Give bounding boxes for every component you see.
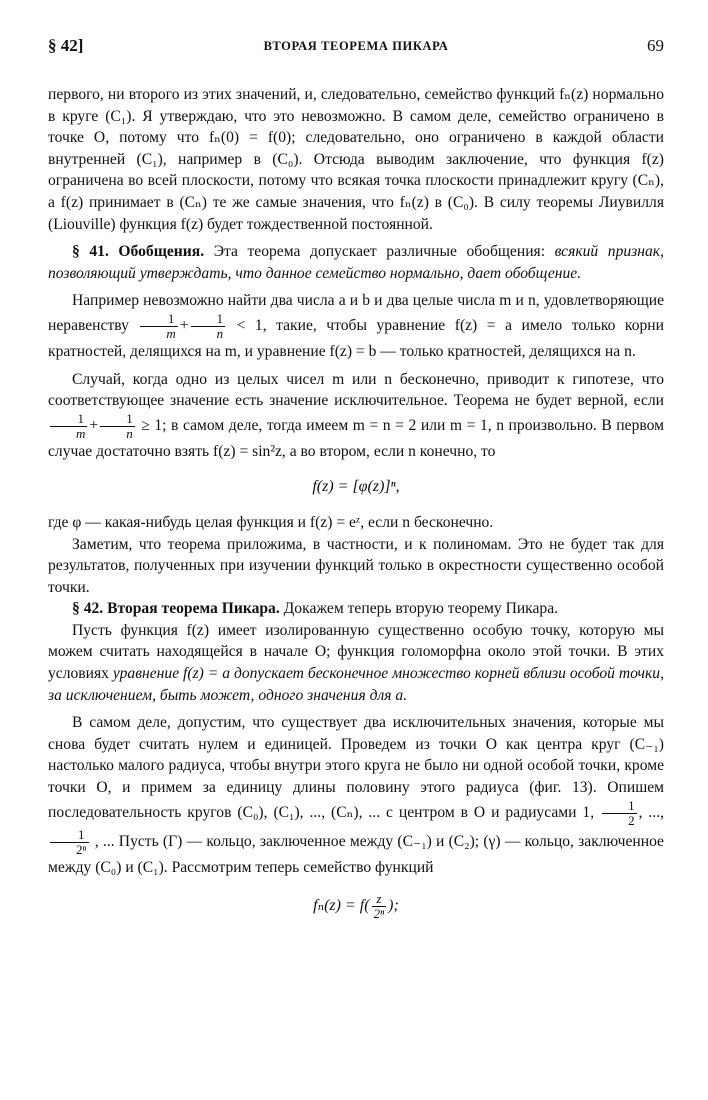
fraction-1-over-m: $\frac{1}{m}$: [140, 312, 177, 341]
paragraph-2b: < 1, такие, чтобы уравнение f(z) = a имело только корни кратностей, делящихся на m, и уравнение f(z) = b — только кратностей, делящихся на n.: [48, 317, 664, 360]
formula-family: [48, 892, 664, 921]
paragraph-7d: , ... Пусть (Γ) — кольцо, заключенное между (C₋₁) и (C₂); (γ) — кольцо, заключенное между (C₀) и (C₁). Рассмотрим теперь семейство функций: [48, 832, 664, 876]
section-41-title: § 41. Обобщения.: [72, 243, 205, 261]
paragraph-1: первого, ни второго из этих значений, и, следовательно, семейство функций fₙ(z) нормально в круге (C₁). Я утверждаю, что это невозможно. В самом деле, семейство ограничено в точке O, потому что fₙ(0) = f(0); следовательно, оно ограничено в каждой области внутренней (C₁), например в (C₀). Отсюда выводим заключение, что функция f(z) ограничена во всей плоскости, потому что всякая точка плоскости принадлежит кругу (Cₙ), а f(z) принимает в (Cₙ) те же самые значения, что fₙ(z) в (C₀). В силу теоремы Лиувилля (Liouville) функция f(z) будет тождественной постоянной.: [48, 86, 664, 233]
page-body: [48, 84, 664, 921]
section-42-text: Докажем теперь вторую теорему Пикара.: [283, 600, 559, 618]
paragraph-2: [48, 290, 664, 362]
paragraph-3: [48, 369, 664, 463]
section-41-text: Эта теорема допускает различные обобщения:: [213, 243, 546, 261]
paragraph-2a: Например невозможно найти два числа a и b и два целые числа m и n, удовлетворяющие неравенству: [48, 292, 664, 335]
formula-power: f(z) = [φ(z)]ⁿ,: [312, 478, 400, 496]
paragraph-6a: Пусть функция f(z) имеет изолированную существенно особую точку, которую мы можем считать находящейся в начале O; функция голоморфна около этой точки. В этих условиях: [48, 621, 664, 683]
page-number: 69: [647, 36, 664, 55]
plus-sign-2: +: [89, 416, 99, 434]
paragraph-7: [48, 712, 664, 878]
fraction-1-over-n-2: $\frac{1}{n}$: [100, 412, 135, 441]
fraction-1-over-n: $\frac{1}{n}$: [191, 312, 226, 341]
fraction-z-over-2n: $\frac{z}{\text{2ⁿ}}$: [373, 891, 385, 922]
section-41: [48, 241, 664, 284]
running-title: ВТОРАЯ ТЕОРЕМА ПИКАРА: [263, 39, 449, 53]
section-41-italic: всякий признак, позволяющий утверждать, что данное семейство нормально, дает обобщение.: [48, 243, 664, 282]
formula-family-right: );: [388, 897, 399, 915]
fraction-1-over-2: $\frac{1}{2}$: [602, 799, 637, 828]
fraction-1-over-2n: $\frac{1}{\text{2ⁿ}}$: [50, 828, 89, 857]
paragraph-4: где φ — какая-нибудь целая функция и f(z) = eᶻ, если n бесконечно.: [48, 513, 494, 531]
paragraph-3b: ≥ 1; в самом деле, тогда имеем m = n = 2 или m = 1, n произвольно. В первом случае достаточно взять f(z) = sin²z, а во втором, если n конечно, то: [48, 416, 664, 460]
section-marker: § 42]: [48, 36, 84, 55]
section-42-title: § 42. Вторая теорема Пикара.: [72, 600, 280, 618]
formula-family-left: fₙ(z) = f(: [313, 897, 370, 915]
fraction-1-over-m-2: $\frac{1}{m}$: [50, 412, 87, 441]
plus-sign: +: [179, 317, 189, 335]
paragraph-7c: , ...,: [638, 803, 665, 821]
paragraph-3a: Случай, когда одно из целых чисел m или n бесконечно, приводит к гипотезе, что соответствующее значение есть значение исключительное. Теорема не будет верной, если: [48, 370, 664, 410]
running-header: [48, 36, 664, 66]
paragraph-7a: В самом деле, допустим, что существует два исключительных значения, которые мы снова будет считать нулем и единицей. Проведем из точки O как центра круг (C₋₁) настолько малого радиуса, чтобы внутри этого круга не было ни одной особой точки, кроме точки O, и примем за единицу длины половину этого радиуса (фиг. 13). Опишем последовательность кругов (C₀), (C₁), ..., (Cₙ), ... с центром в O и радиусами: [48, 714, 664, 821]
paragraph-5: Заметим, что теорема приложима, в частности, и к полиномам. Это не будет так для результатов, полученных при изучении функций только в окрестности существенно особой точки.: [48, 535, 664, 596]
paragraph-7b: 1,: [582, 803, 595, 821]
paragraph-6b-theorem: уравнение f(z) = a допускает бесконечное множество корней вблизи особой точки, за исключением, быть может, одного значения для a.: [48, 665, 664, 704]
section-42: [48, 598, 664, 620]
paragraph-6: [48, 620, 664, 706]
book-page: [48, 36, 664, 935]
